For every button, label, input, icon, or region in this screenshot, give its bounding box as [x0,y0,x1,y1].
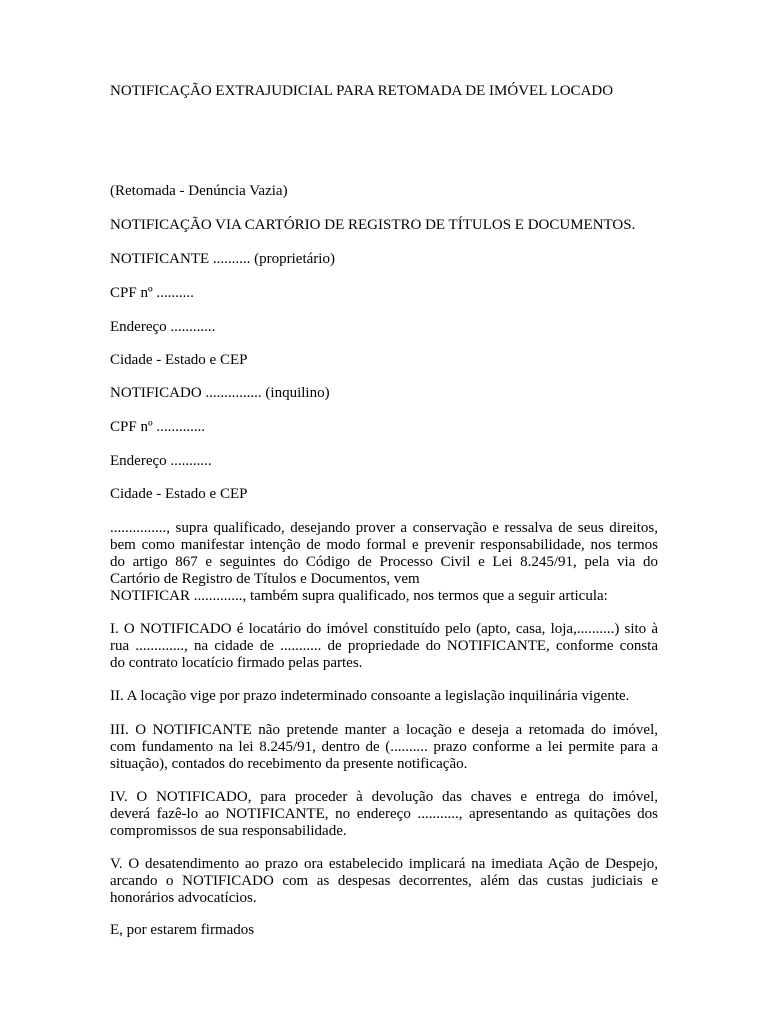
clause-4 [110,789,658,840]
clause-line: V. O desatendimento ao prazo ora estabelecido implicará na imediata Ação de Despejo, [110,856,658,872]
notificante-cidade: Cidade - Estado e CEP [110,352,248,368]
clause-line: I. O NOTIFICADO é locatário do imóvel constituído pelo (apto, casa, loja,..........) sito à [110,621,658,637]
clause-line: compromissos de sua responsabilidade. [110,823,347,839]
clause-5 [110,856,658,907]
intro-line: do artigo 867 e seguintes do Código de Processo Civil e Lei 8.245/91, pela via do [110,554,658,570]
clause-line: II. A locação vige por prazo indeterminado consoante a legislação inquilinária vigente. [110,688,630,704]
document-subtitle: (Retomada - Denúncia Vazia) [110,183,288,199]
intro-paragraph [110,520,658,605]
clause-2 [110,688,658,705]
clause-line: arcando o NOTIFICADO com as despesas decorrentes, além das custas judiciais e [110,873,658,889]
notificante-name: NOTIFICANTE .......... (proprietário) [110,251,335,267]
closing-text: E, por estarem firmados [110,922,255,938]
clause-line: IV. O NOTIFICADO, para proceder à devolução das chaves e entrega do imóvel, [110,789,658,805]
document-title: NOTIFICAÇÃO EXTRAJUDICIAL PARA RETOMADA DE IMÓVEL LOCADO [110,83,614,99]
notificado-cidade: Cidade - Estado e CEP [110,486,248,502]
notification-via: NOTIFICAÇÃO VIA CARTÓRIO DE REGISTRO DE TÍTULOS E DOCUMENTOS. [110,217,636,233]
clause-line: rua ............., na cidade de ........... de propriedade do NOTIFICANTE, conforme consta [110,638,658,654]
clause-line: deverá fazê-lo ao NOTIFICANTE, no endereço ..........., apresentando as quitações dos [110,806,658,822]
notificante-cpf: CPF nº .......... [110,285,194,301]
clause-line: situação), contados do recebimento da presente notificação. [110,756,468,772]
notificante-endereco: Endereço ............ [110,319,216,335]
clause-3 [110,722,658,773]
notificado-cpf: CPF nº ............. [110,419,206,435]
clause-line: do contrato locatício firmado pelas partes. [110,655,363,671]
intro-line: NOTIFICAR ............., também supra qualificado, nos termos que a seguir articula: [110,588,608,604]
intro-line: bem como manifestar intenção de modo formal e prevenir responsabilidade, nos termos [110,537,658,553]
clause-line: honorários advocatícios. [110,890,257,906]
intro-line: Cartório de Registro de Títulos e Documentos, vem [110,571,420,587]
notificado-name: NOTIFICADO ............... (inquilino) [110,385,330,401]
intro-line: ..............., supra qualificado, desejando prover a conservação e ressalva de seus direitos, [110,520,658,536]
notificado-endereco: Endereço ........... [110,453,212,469]
clause-line: III. O NOTIFICANTE não pretende manter a locação e deseja a retomada do imóvel, [110,722,658,738]
clause-line: com fundamento na lei 8.245/91, dentro de (.......... prazo conforme a lei permite para a [110,739,658,755]
clause-1 [110,621,658,672]
